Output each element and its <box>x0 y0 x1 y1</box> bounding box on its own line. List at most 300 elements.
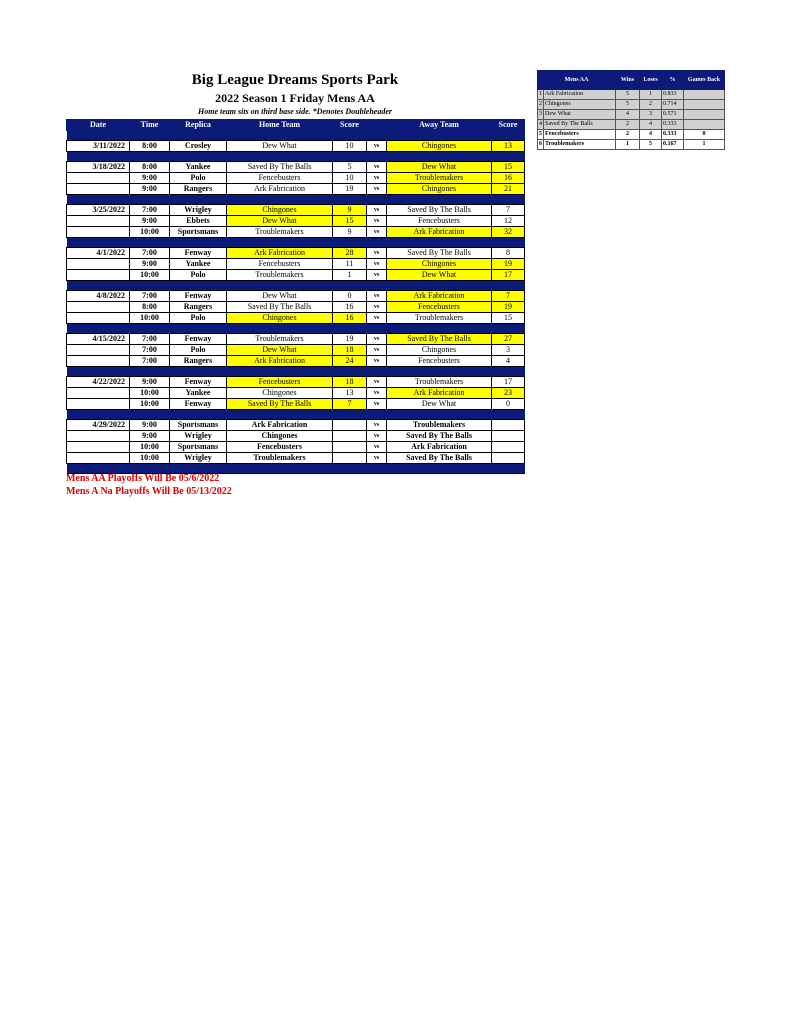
home-team: Ark Fabrication <box>227 184 333 195</box>
separator-cell <box>67 324 130 334</box>
separator-cell <box>67 464 130 474</box>
standings-team: Dew What <box>544 110 616 120</box>
away-team: Dew What <box>387 270 492 281</box>
standings-wins: 5 <box>616 100 640 110</box>
away-score: 15 <box>492 162 525 173</box>
game-date: 3/25/2022 <box>67 205 130 216</box>
game-field: Rangers <box>170 184 227 195</box>
home-score: 11 <box>333 259 367 270</box>
separator-cell <box>367 367 387 377</box>
vs-label: vs <box>367 173 387 184</box>
away-score: 8 <box>492 248 525 259</box>
separator-cell <box>387 281 492 291</box>
week-separator <box>67 131 525 141</box>
standings-header-games-back: Games Back <box>684 71 725 90</box>
game-date <box>67 345 130 356</box>
home-team: Chingones <box>227 313 333 324</box>
standings-wins: 2 <box>616 120 640 130</box>
home-team: Fencebusters <box>227 442 333 453</box>
standings-row <box>538 90 725 100</box>
home-score <box>333 431 367 442</box>
standings-row <box>538 100 725 110</box>
game-field: Sportsmans <box>170 227 227 238</box>
home-team: Ark Fabrication <box>227 248 333 259</box>
game-time: 7:00 <box>130 248 170 259</box>
away-score: 19 <box>492 302 525 313</box>
game-row <box>67 453 525 464</box>
vs-label: vs <box>367 270 387 281</box>
away-score: 4 <box>492 356 525 367</box>
separator-cell <box>170 195 227 205</box>
vs-label: vs <box>367 377 387 388</box>
game-date <box>67 356 130 367</box>
away-team: Saved By The Balls <box>387 334 492 345</box>
game-row <box>67 313 525 324</box>
home-score: 10 <box>333 173 367 184</box>
home-score: 10 <box>333 141 367 152</box>
home-score: 7 <box>333 399 367 410</box>
game-time: 10:00 <box>130 399 170 410</box>
game-row <box>67 162 525 173</box>
game-date <box>67 227 130 238</box>
standings-games-back: 0 <box>684 130 725 140</box>
away-score: 7 <box>492 291 525 302</box>
standings-wins: 1 <box>616 140 640 150</box>
standings-wins: 5 <box>616 90 640 100</box>
game-date <box>67 431 130 442</box>
home-team: Dew What <box>227 141 333 152</box>
standings-header-pct: % <box>662 71 684 90</box>
game-time: 10:00 <box>130 453 170 464</box>
home-score: 9 <box>333 205 367 216</box>
separator-cell <box>67 410 130 420</box>
away-team: Chingones <box>387 184 492 195</box>
schedule-header-row <box>67 120 525 131</box>
playoff-note-aa: Mens AA Playoffs Will Be 05/6/2022 <box>66 473 220 484</box>
separator-cell <box>227 281 333 291</box>
home-team: Ark Fabrication <box>227 420 333 431</box>
separator-cell <box>170 410 227 420</box>
standings-row <box>538 140 725 150</box>
separator-cell <box>367 152 387 162</box>
game-field: Yankee <box>170 388 227 399</box>
game-time: 8:00 <box>130 162 170 173</box>
away-team: Chingones <box>387 259 492 270</box>
home-score: 18 <box>333 377 367 388</box>
game-time: 8:00 <box>130 141 170 152</box>
separator-cell <box>130 281 170 291</box>
separator-cell <box>387 131 492 141</box>
separator-cell <box>170 131 227 141</box>
separator-cell <box>492 324 525 334</box>
game-date <box>67 442 130 453</box>
separator-cell <box>367 324 387 334</box>
standings-loses: 3 <box>640 110 662 120</box>
home-score: 0 <box>333 291 367 302</box>
game-date: 3/11/2022 <box>67 141 130 152</box>
away-team: Troublemakers <box>387 377 492 388</box>
game-time: 7:00 <box>130 291 170 302</box>
away-team: Ark Fabrication <box>387 227 492 238</box>
home-score: 9 <box>333 227 367 238</box>
home-team: Saved By The Balls <box>227 399 333 410</box>
game-date <box>67 184 130 195</box>
separator-cell <box>367 464 387 474</box>
separator-cell <box>333 324 367 334</box>
game-row <box>67 173 525 184</box>
separator-cell <box>130 410 170 420</box>
away-team: Saved By The Balls <box>387 453 492 464</box>
separator-cell <box>170 464 227 474</box>
separator-cell <box>333 367 367 377</box>
separator-cell <box>67 281 130 291</box>
game-row <box>67 248 525 259</box>
game-time: 10:00 <box>130 442 170 453</box>
game-field: Fenway <box>170 334 227 345</box>
game-date: 4/22/2022 <box>67 377 130 388</box>
standings-games-back <box>684 120 725 130</box>
separator-cell <box>367 131 387 141</box>
playoff-note-a: Mens A Na Playoffs Will Be 05/13/2022 <box>66 486 232 497</box>
home-score: 15 <box>333 216 367 227</box>
home-team: Chingones <box>227 205 333 216</box>
separator-cell <box>170 367 227 377</box>
game-date <box>67 270 130 281</box>
standings-team: Ark Fabrication <box>544 90 616 100</box>
game-row <box>67 388 525 399</box>
home-team: Saved By The Balls <box>227 162 333 173</box>
game-row <box>67 291 525 302</box>
game-field: Wrigley <box>170 453 227 464</box>
week-separator <box>67 281 525 291</box>
separator-cell <box>492 152 525 162</box>
game-row <box>67 216 525 227</box>
standings-pct: 0.333 <box>662 130 684 140</box>
standings-loses: 5 <box>640 140 662 150</box>
game-field: Wrigley <box>170 431 227 442</box>
game-time: 9:00 <box>130 259 170 270</box>
away-team: Dew What <box>387 399 492 410</box>
home-score <box>333 453 367 464</box>
away-score <box>492 431 525 442</box>
separator-cell <box>387 195 492 205</box>
col-header-away-team: Away Team <box>387 120 492 131</box>
home-score: 1 <box>333 270 367 281</box>
game-field: Polo <box>170 173 227 184</box>
separator-cell <box>492 195 525 205</box>
standings-rank: 6 <box>538 140 544 150</box>
home-score <box>333 420 367 431</box>
separator-cell <box>333 410 367 420</box>
standings-team: Fencebusters <box>544 130 616 140</box>
separator-cell <box>227 324 333 334</box>
standings-row <box>538 120 725 130</box>
home-score <box>333 442 367 453</box>
home-score: 19 <box>333 334 367 345</box>
game-time: 10:00 <box>130 388 170 399</box>
separator-cell <box>387 238 492 248</box>
week-separator <box>67 195 525 205</box>
away-team: Fencebusters <box>387 216 492 227</box>
vs-label: vs <box>367 442 387 453</box>
separator-cell <box>67 367 130 377</box>
game-date: 3/18/2022 <box>67 162 130 173</box>
home-score: 28 <box>333 248 367 259</box>
away-team: Fencebusters <box>387 302 492 313</box>
separator-cell <box>130 152 170 162</box>
home-score: 16 <box>333 302 367 313</box>
week-separator <box>67 324 525 334</box>
home-team: Dew What <box>227 291 333 302</box>
standings-team: Saved By The Balls <box>544 120 616 130</box>
standings-body <box>538 71 725 150</box>
game-date <box>67 388 130 399</box>
game-row <box>67 420 525 431</box>
col-header-home-score: Score <box>333 120 367 131</box>
standings-header-division: Mens AA <box>538 71 616 90</box>
col-header-away-score: Score <box>492 120 525 131</box>
standings-games-back <box>684 90 725 100</box>
game-time: 10:00 <box>130 227 170 238</box>
standings-loses: 1 <box>640 90 662 100</box>
separator-cell <box>333 464 367 474</box>
separator-cell <box>130 195 170 205</box>
away-score: 17 <box>492 270 525 281</box>
game-time: 9:00 <box>130 377 170 388</box>
week-separator <box>67 464 525 474</box>
game-time: 9:00 <box>130 173 170 184</box>
game-field: Fenway <box>170 248 227 259</box>
separator-cell <box>367 238 387 248</box>
game-row <box>67 356 525 367</box>
home-score: 24 <box>333 356 367 367</box>
vs-label: vs <box>367 345 387 356</box>
standings-pct: 0.571 <box>662 110 684 120</box>
standings-pct: 0.833 <box>662 90 684 100</box>
standings-rank: 5 <box>538 130 544 140</box>
away-score <box>492 420 525 431</box>
game-time: 10:00 <box>130 270 170 281</box>
standings-team: Chingones <box>544 100 616 110</box>
game-field: Fenway <box>170 377 227 388</box>
away-score: 21 <box>492 184 525 195</box>
standings-pct: 0.714 <box>662 100 684 110</box>
vs-label: vs <box>367 420 387 431</box>
standings-games-back <box>684 100 725 110</box>
game-row <box>67 270 525 281</box>
week-separator <box>67 367 525 377</box>
home-team: Dew What <box>227 216 333 227</box>
game-row <box>67 205 525 216</box>
separator-cell <box>130 324 170 334</box>
away-score: 23 <box>492 388 525 399</box>
away-team: Chingones <box>387 141 492 152</box>
home-score: 16 <box>333 313 367 324</box>
game-time: 7:00 <box>130 334 170 345</box>
game-time: 7:00 <box>130 356 170 367</box>
standings-header-row <box>538 71 725 90</box>
game-time: 9:00 <box>130 420 170 431</box>
separator-cell <box>227 131 333 141</box>
vs-label: vs <box>367 431 387 442</box>
away-team: Fencebusters <box>387 356 492 367</box>
separator-cell <box>227 410 333 420</box>
vs-label: vs <box>367 141 387 152</box>
standings-games-back <box>684 110 725 120</box>
home-team: Fencebusters <box>227 259 333 270</box>
separator-cell <box>130 464 170 474</box>
separator-cell <box>227 195 333 205</box>
week-separator <box>67 152 525 162</box>
game-row <box>67 334 525 345</box>
separator-cell <box>170 324 227 334</box>
game-date <box>67 313 130 324</box>
home-team: Ark Fabrication <box>227 356 333 367</box>
game-field: Rangers <box>170 356 227 367</box>
separator-cell <box>367 195 387 205</box>
game-date <box>67 453 130 464</box>
away-team: Dew What <box>387 162 492 173</box>
separator-cell <box>367 410 387 420</box>
away-team: Ark Fabrication <box>387 291 492 302</box>
game-date <box>67 259 130 270</box>
separator-cell <box>333 131 367 141</box>
game-row <box>67 442 525 453</box>
separator-cell <box>130 131 170 141</box>
page-title: Big League Dreams Sports Park <box>191 72 399 88</box>
separator-cell <box>130 367 170 377</box>
col-header-home-team: Home Team <box>227 120 333 131</box>
col-header-replica: Replica <box>170 120 227 131</box>
home-team: Chingones <box>227 431 333 442</box>
game-field: Polo <box>170 345 227 356</box>
col-header-date: Date <box>67 120 130 131</box>
separator-cell <box>492 367 525 377</box>
vs-label: vs <box>367 216 387 227</box>
game-row <box>67 431 525 442</box>
vs-label: vs <box>367 227 387 238</box>
away-score: 3 <box>492 345 525 356</box>
game-field: Wrigley <box>170 205 227 216</box>
game-date <box>67 399 130 410</box>
game-row <box>67 377 525 388</box>
standings-wins: 2 <box>616 130 640 140</box>
separator-cell <box>227 367 333 377</box>
week-separator <box>67 238 525 248</box>
col-header-vs <box>367 120 387 131</box>
game-field: Yankee <box>170 259 227 270</box>
separator-cell <box>67 131 130 141</box>
separator-cell <box>67 238 130 248</box>
home-team: Troublemakers <box>227 453 333 464</box>
separator-cell <box>227 238 333 248</box>
game-field: Crosley <box>170 141 227 152</box>
home-score: 18 <box>333 345 367 356</box>
vs-label: vs <box>367 291 387 302</box>
standings-loses: 4 <box>640 120 662 130</box>
away-team: Troublemakers <box>387 173 492 184</box>
game-date: 4/8/2022 <box>67 291 130 302</box>
separator-cell <box>67 195 130 205</box>
vs-label: vs <box>367 259 387 270</box>
game-date <box>67 302 130 313</box>
schedule-body <box>67 120 525 474</box>
game-row <box>67 302 525 313</box>
away-score: 27 <box>492 334 525 345</box>
game-time: 9:00 <box>130 216 170 227</box>
separator-cell <box>130 238 170 248</box>
away-team: Troublemakers <box>387 420 492 431</box>
separator-cell <box>492 464 525 474</box>
game-date <box>67 173 130 184</box>
away-score: 17 <box>492 377 525 388</box>
separator-cell <box>387 464 492 474</box>
home-team: Fencebusters <box>227 377 333 388</box>
game-date: 4/29/2022 <box>67 420 130 431</box>
vs-label: vs <box>367 302 387 313</box>
away-team: Saved By The Balls <box>387 431 492 442</box>
game-date <box>67 216 130 227</box>
away-score: 13 <box>492 141 525 152</box>
game-row <box>67 184 525 195</box>
standings-pct: 0.167 <box>662 140 684 150</box>
game-field: Fenway <box>170 291 227 302</box>
separator-cell <box>67 152 130 162</box>
standings-team: Troublemakers <box>544 140 616 150</box>
separator-cell <box>492 410 525 420</box>
game-time: 9:00 <box>130 431 170 442</box>
separator-cell <box>333 238 367 248</box>
separator-cell <box>333 195 367 205</box>
away-score: 0 <box>492 399 525 410</box>
vs-label: vs <box>367 453 387 464</box>
away-team: Ark Fabrication <box>387 388 492 399</box>
away-team: Saved By The Balls <box>387 248 492 259</box>
game-field: Rangers <box>170 302 227 313</box>
away-score: 15 <box>492 313 525 324</box>
separator-cell <box>387 410 492 420</box>
standings-games-back: 1 <box>684 140 725 150</box>
standings-rank: 2 <box>538 100 544 110</box>
game-field: Sportsmans <box>170 442 227 453</box>
separator-cell <box>387 324 492 334</box>
standings-header-wins: Wins <box>616 71 640 90</box>
game-row <box>67 345 525 356</box>
away-team: Saved By The Balls <box>387 205 492 216</box>
standings-rank: 1 <box>538 90 544 100</box>
separator-cell <box>227 464 333 474</box>
schedule-note: Home team sits on third base side. *Denotes Doubleheader <box>198 107 392 116</box>
vs-label: vs <box>367 248 387 259</box>
game-date: 4/15/2022 <box>67 334 130 345</box>
game-time: 7:00 <box>130 205 170 216</box>
game-row <box>67 399 525 410</box>
game-row <box>67 227 525 238</box>
standings-loses: 2 <box>640 100 662 110</box>
game-field: Yankee <box>170 162 227 173</box>
away-score: 32 <box>492 227 525 238</box>
separator-cell <box>492 238 525 248</box>
separator-cell <box>170 281 227 291</box>
separator-cell <box>333 152 367 162</box>
standings-rank: 4 <box>538 120 544 130</box>
away-score: 7 <box>492 205 525 216</box>
home-team: Troublemakers <box>227 334 333 345</box>
standings-pct: 0.333 <box>662 120 684 130</box>
away-team: Troublemakers <box>387 313 492 324</box>
home-score: 5 <box>333 162 367 173</box>
game-row <box>67 259 525 270</box>
